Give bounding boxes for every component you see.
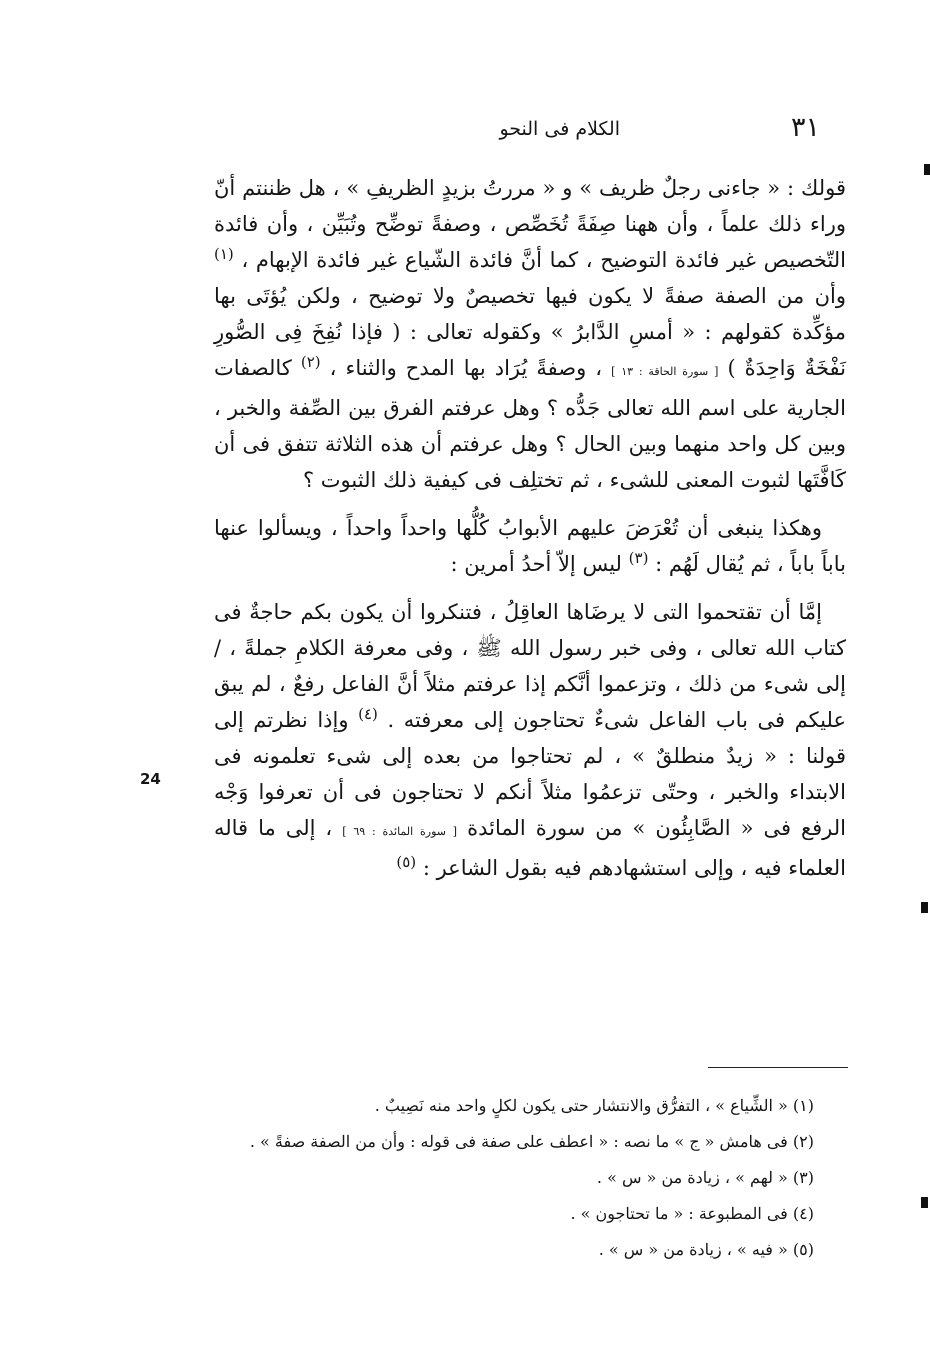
page-number: ٣١ <box>790 112 820 143</box>
paragraph <box>214 170 846 498</box>
scan-mark <box>921 1197 928 1208</box>
footnote-ref: (٢) <box>300 353 321 371</box>
footnote: (٣) « لهم » ، زيادة من « س » . <box>596 1168 814 1187</box>
footnote-ref: (٥) <box>396 853 417 871</box>
text-run: كالصفات الجارية على اسم الله تعالى جَدُّه ؟ وهل عرفتم الفرق بين الصِّفة والخبر ، وبين كل واحد منهما وبين الحال ؟ وهل عرفتم أن هذه الثلاثة تتفق فى أن كَافَّتَها لثبوت المعنى للشىء ، ثم تختلِف فى كيفية ذلك الثبوت ؟ <box>214 356 846 492</box>
scan-mark <box>921 902 928 913</box>
footnote-ref: (٤) <box>358 705 378 723</box>
text-run: وهكذا ينبغى أن تُعْرَضَ عليهم الأبوابُ كُلُّها واحداً واحداً ، ويسألوا عنها باباً باباً ، ثم يُقال لَهُم : <box>214 516 846 576</box>
text-run: ، إلى ما قاله العلماء فيه ، وإلى استشهادهم فيه بقول الشاعر : <box>214 816 846 880</box>
footnote-ref: (١) <box>214 245 234 263</box>
text-run: وإذا نظرتم إلى قولنا : « زيدٌ منطلقٌ » ، لم تحتاجوا من بعده إلى شىء تعلمونه فى الابتداء والخبر ، وحتّى تزعمُوا مثلاً أنكم لا تحتاجون فى أن تعرفوا وَجْه الرفع فى « الصَّابِئُون » من سورة المائدة <box>214 708 847 840</box>
running-title: الكلام فى النحو <box>499 118 620 140</box>
text-run: وأن من الصفة صفةً لا يكون فيها تخصيصٌ ولا توضيح ، ولكن يُؤتَى بها مؤكِّدة كقولهم : « أمسِ الدَّابرُ » وكقوله تعالى : ( فإذا نُفِخَ فِى الصُّورِ نَفْخَةٌ وَاحِدَةٌ ) <box>214 284 846 380</box>
footnote-ref: (٣) <box>628 549 649 567</box>
footnote: (٤) فى المطبوعة : « ما تحتاجون » . <box>570 1204 814 1223</box>
page-header <box>230 110 820 146</box>
paragraph <box>214 594 846 886</box>
scan-mark <box>924 164 930 175</box>
text-run: قولك : « جاءنى رجلٌ ظريف » و « مررتُ بزيدٍ الظريفِ » ، هل ظننتم أنّ وراء ذلك علماً ، وأن ههنا صِفَةً تُخَصِّص ، وصفةً توضِّح وتُبَيِّن ، وأن فائدة التّخصيص غير فائدة التوضيح ، كما أنَّ فائدة الشّياع غير فائدة الإبهام ، <box>214 176 846 272</box>
margin-note: 24 <box>140 770 161 788</box>
footnote-separator <box>708 1067 848 1068</box>
main-text <box>214 170 846 898</box>
text-run: ، وصفةً يُرَاد بها المدح والثناء ، <box>329 356 603 380</box>
footnotes <box>214 1088 814 1268</box>
text-run: ليس إلاّ أحدُ أمرين : <box>450 552 622 576</box>
footnote: (١) « الشِّياع » ، التفرُّق والانتشار حتى يكون لكلٍ واحد منه نَصِيبٌ . <box>374 1096 814 1115</box>
footnote: (٥) « فيه » ، زيادة من « س » . <box>598 1240 814 1259</box>
footnote: (٢) فى هامش « ج » ما نصه : « اعطف على صفة فى قوله : وأن من الصفة صفةً » . <box>249 1132 814 1151</box>
paragraph <box>214 510 846 582</box>
surah-reference: [ سورة الحاقة : ١٣ ] <box>611 365 719 378</box>
text-run: إمَّا أن تقتحموا التى لا يرضَاها العاقِلُ ، فتنكروا أن يكون بكم حاجةٌ فى كتاب الله تعالى ، وفى خبر رسول الله ﷺ ، وفى معرفة الكلامِ جملةً ، / إلى شىء من ذلك ، وتزعموا أنَّكم إذا عرفتم مثلاً أنَّ الفاعل رفعٌ ، لم يبق عليكم فى باب الفاعل شىءٌ تحتاجون إلى معرفته . <box>214 600 846 732</box>
surah-reference: [ سورة المائدة : ٦٩ ] <box>342 825 458 838</box>
